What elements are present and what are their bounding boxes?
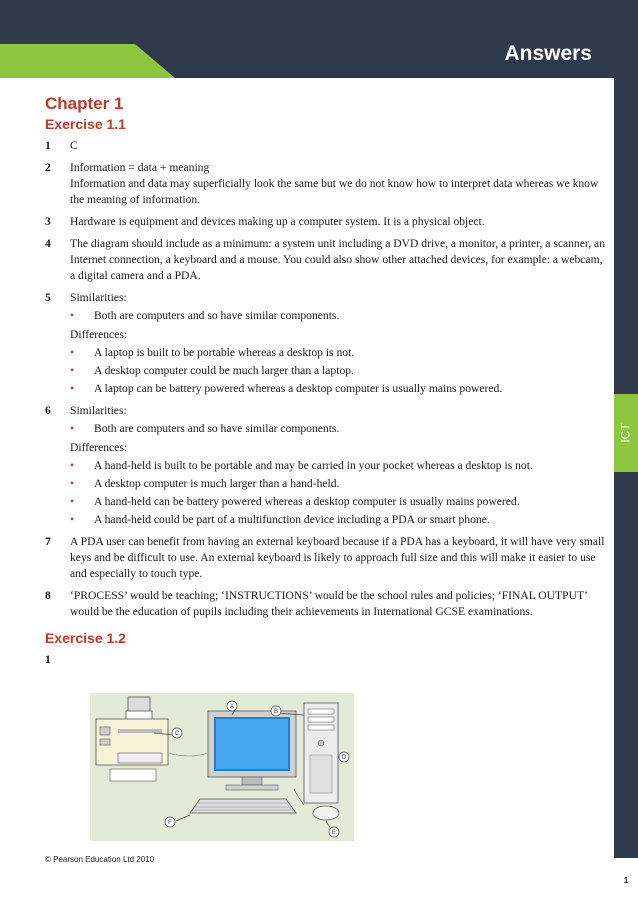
bullet-icon: •	[70, 422, 75, 435]
question-number: 5	[45, 291, 51, 304]
answer-text: ‘PROCESS’ would be teaching; ‘INSTRUCTIONS’ would be the school rules and policies; ‘FINAL OUTPUT’ would be the education of pupils including their achievements in International GCSE examinations.	[70, 589, 588, 618]
bullet-icon: •	[70, 309, 75, 322]
list-item	[70, 476, 605, 492]
bullet-icon: •	[70, 364, 75, 377]
list-item	[70, 381, 605, 397]
bullet-icon: •	[70, 495, 75, 508]
question-number: 1	[45, 653, 51, 666]
list-item-text: Both are computers and so have similar components.	[94, 309, 340, 322]
question-number: 1	[45, 139, 51, 152]
system-unit-icon	[304, 703, 338, 803]
answer-text: Information and data may superficially look the same but we do not know how to interpret data whereas we know the meaning of information.	[70, 177, 599, 206]
answer-text: Hardware is equipment and devices making up a computer system. It is a physical object.	[70, 215, 485, 228]
list-item-text: A laptop is built to be portable whereas a desktop is not.	[94, 346, 355, 359]
callout-label-a: A	[229, 704, 235, 710]
question-5	[45, 290, 605, 397]
question-number: 7	[45, 535, 51, 548]
answer-text: A PDA user can benefit from having an external keyboard because if a PDA has a keyboard, it will have very small keys and be difficult to use. An external keyboard is likely to approach full size and this will make it easier to use and especially to touch type.	[70, 535, 605, 580]
question-number: 4	[45, 237, 51, 250]
answer-text: Information = data + meaning	[70, 161, 210, 174]
answer-text: The diagram should include as a minimum: a system unit including a DVD drive, a monitor, a printer, a scanner, an Internet connection, a keyboard and a mouse. You could also show other attached devices, for example: a webcam, a digital camera and a PDA.	[70, 237, 606, 282]
answer-text: C	[70, 139, 78, 152]
page-title: Answers	[504, 42, 592, 65]
bullet-icon: •	[70, 513, 75, 526]
side-bar	[614, 78, 638, 903]
bullet-icon: •	[70, 459, 75, 472]
exercise-title: Exercise 1.2	[45, 630, 126, 646]
callout-label-b: B	[273, 709, 279, 715]
answers-content	[45, 94, 605, 674]
list-item	[70, 421, 605, 437]
list-item-text: A desktop computer is much larger than a hand-held.	[94, 477, 340, 490]
callout-label-d: D	[341, 755, 347, 761]
callout-label-f: F	[168, 820, 172, 826]
subject-tab	[614, 394, 638, 472]
list-item	[70, 458, 605, 474]
keyboard-icon	[190, 799, 296, 813]
question-number: 3	[45, 215, 51, 228]
list-item-text: A desktop computer could be much larger than a laptop.	[94, 364, 354, 377]
list-item-text: A hand-held can be battery powered whereas a desktop computer is usually mains powered.	[94, 495, 520, 508]
list-item	[70, 494, 605, 510]
differences-label: Differences:	[70, 328, 128, 341]
list-item-text: A laptop can be battery powered whereas a desktop computer is usually mains powered.	[94, 382, 503, 395]
callout-label-c: C	[174, 731, 180, 737]
differences-label: Differences:	[70, 441, 128, 454]
similarities-label: Similarities:	[70, 291, 127, 304]
list-item-text: A hand-held is built to be portable and may be carried in your pocket whereas a desktop is not.	[94, 459, 533, 472]
printer-icon	[96, 697, 168, 781]
computer-system-figure	[90, 693, 354, 841]
copyright-footer: © Pearson Education Ltd 2010	[45, 855, 155, 864]
question-number: 2	[45, 161, 51, 174]
chapter-title: Chapter 1	[45, 94, 124, 113]
monitor-icon	[208, 711, 296, 790]
question-number: 6	[45, 404, 51, 417]
subject-label: ICT	[619, 423, 633, 443]
question-2	[45, 160, 605, 208]
question-1	[45, 138, 605, 154]
similarities-label: Similarities:	[70, 404, 127, 417]
question-1	[45, 652, 605, 668]
computer-system-illustration	[90, 693, 354, 841]
page-number: 1	[614, 858, 638, 903]
list-item-text: A hand-held could be part of a multifunction device including a PDA or smart phone.	[94, 513, 490, 526]
question-number: 8	[45, 589, 51, 602]
list-item	[70, 363, 605, 379]
question-8	[45, 588, 605, 620]
list-item	[70, 308, 605, 324]
list-item	[70, 512, 605, 528]
question-3	[45, 214, 605, 230]
bullet-icon: •	[70, 346, 75, 359]
question-6	[45, 403, 605, 528]
list-item-text: Both are computers and so have similar components.	[94, 422, 340, 435]
bullet-icon: •	[70, 382, 75, 395]
question-7	[45, 534, 605, 582]
callout-label-e: E	[331, 830, 337, 836]
exercise-title: Exercise 1.1	[45, 116, 126, 132]
question-4	[45, 236, 605, 284]
list-item	[70, 345, 605, 361]
bullet-icon: •	[70, 477, 75, 490]
